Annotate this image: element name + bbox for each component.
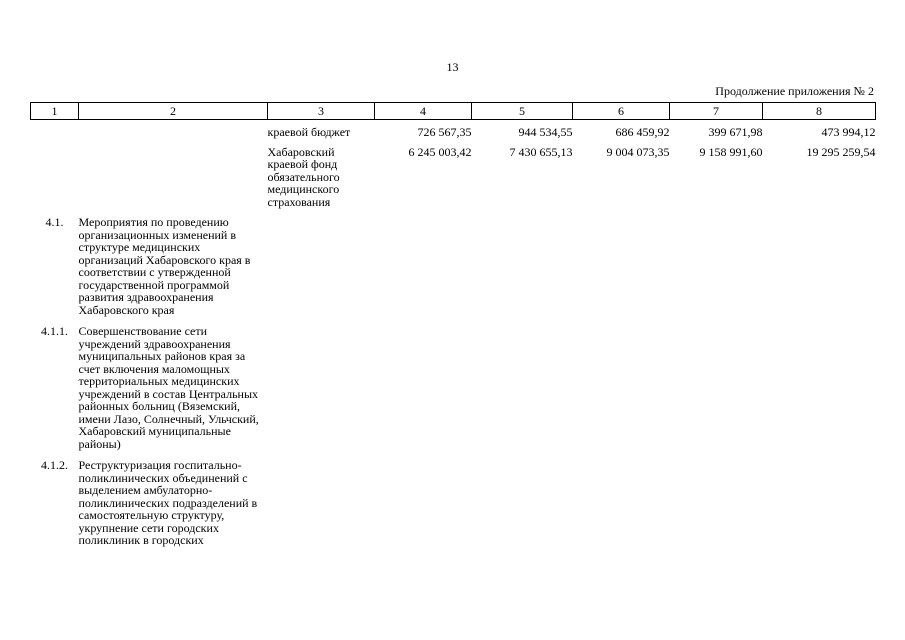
table-row-item-4-1-2 [31,450,876,547]
item-code: 4.1.1. [41,324,68,338]
header-col-8: 8 [763,103,876,120]
funding-value: 686 459,92 [615,125,670,139]
header-col-6: 6 [573,103,670,120]
funding-value: 9 158 991,60 [699,144,763,159]
item-description: Мероприятия по проведению организационных изменений в структуре медицинских организаций Хабаровского края в соответствии с утвержденной государственной программой развития здравоохранения Хабаровского края [78,215,251,317]
header-col-4: 4 [375,103,472,120]
item-description: Реструктуризация госпитально-поликлинических объединений с выделением амбулаторно-поликлинических подразделений в самостоятельную структуру, укрупнение сети городских поликлиник в городских [78,458,258,547]
header-col-7: 7 [670,103,763,120]
funding-value: 19 295 259,54 [806,144,876,159]
funding-row-regional-budget [31,126,876,139]
program-table [30,102,876,547]
funding-value: 9 004 073,35 [606,144,670,159]
header-col-1: 1 [31,103,79,120]
table-row-item-4-1-1 [31,316,876,450]
funding-value: 473 994,12 [821,125,876,139]
header-col-2: 2 [79,103,268,120]
funding-value: 7 430 655,13 [509,144,573,159]
funding-value: 6 245 003,42 [408,144,472,159]
appendix-continuation-label: Продолжение приложения № 2 [715,84,874,98]
funding-value: 726 567,35 [417,125,472,139]
header-col-5: 5 [472,103,573,120]
table-header-row [31,103,876,120]
funding-value: 944 534,55 [518,125,573,139]
page-number: 13 [446,60,459,74]
item-code: 4.1. [45,215,64,229]
header-col-3: 3 [268,103,375,120]
funding-value: 399 671,98 [708,125,763,139]
funding-source: Хабаровский краевой фонд обязательного медицинского страхования [267,144,340,209]
item-description: Совершенствование сети учреждений здравоохранения муниципальных районов края за счет включения маломощных территориальных медицинских учреждений в состав Центральных районных больниц (Вяземский, имени Лазо, Солнечный, Ульчский, Хабаровский муниципальные районы) [78,324,259,451]
item-code: 4.1.2. [41,458,68,472]
table-row-item-4-1 [31,208,876,316]
funding-source: краевой бюджет [267,125,351,139]
funding-row-insurance-fund [31,139,876,209]
